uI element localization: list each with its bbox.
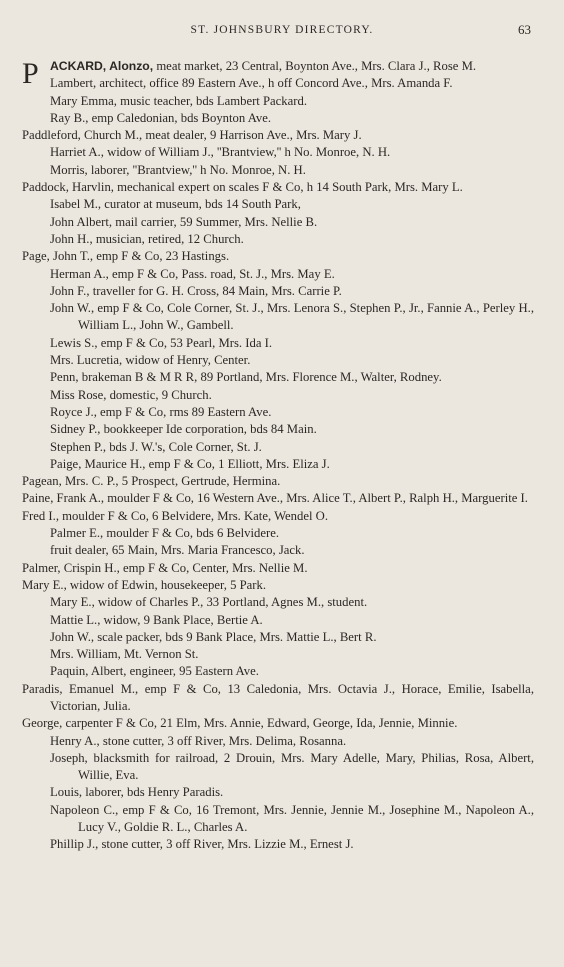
entry: Harriet A., widow of William J., ''Brantview,'' h No. Monroe, N. H. [50, 145, 391, 160]
entry: Mrs. Lucretia, widow of Henry, Center. [50, 353, 251, 368]
directory-entries [22, 58, 534, 854]
entry: Paine, Frank A., moulder F & Co, 16 Western Ave., Mrs. Alice T., Albert P., Ralph H., Marguerite I. [22, 491, 528, 506]
entry: Joseph, blacksmith for railroad, 2 Drouin, Mrs. Mary Adelle, Mary, Philias, Rosa, Albert, Willie, Eva. [50, 750, 534, 783]
entry: Herman A., emp F & Co, Pass. road, St. J., Mrs. May E. [50, 266, 335, 281]
entry-text: meat market, 23 Central, Boynton Ave., Mrs. Clara J., Rose M. [153, 59, 477, 73]
entry: Royce J., emp F & Co, rms 89 Eastern Ave. [50, 404, 272, 419]
entry: Lewis S., emp F & Co, 53 Pearl, Mrs. Ida I. [50, 335, 273, 350]
entry: Isabel M., curator at museum, bds 14 South Park, [50, 197, 301, 212]
entry: John W., scale packer, bds 9 Bank Place, Mrs. Mattie L., Bert R. [50, 629, 377, 644]
entry: Pagean, Mrs. C. P., 5 Prospect, Gertrude, Hermina. [22, 474, 281, 489]
entry: Penn, brakeman B & M R R, 89 Portland, Mrs. Florence M., Walter, Rodney. [50, 370, 442, 385]
entry: Louis, laborer, bds Henry Paradis. [50, 785, 224, 800]
entry: John W., emp F & Co, Cole Corner, St. J., Mrs. Lenora S., Stephen P., Jr., Fannie A., Perley H., William L., John W., Gambell. [50, 301, 534, 333]
entry: Mary E., widow of Charles P., 33 Portland, Agnes M., student. [50, 595, 368, 610]
entry: John H., musician, retired, 12 Church. [50, 231, 244, 246]
entry: Palmer E., moulder F & Co, bds 6 Belvidere. [50, 526, 280, 541]
entry: Mrs. William, Mt. Vernon St. [50, 647, 199, 662]
entry: George, carpenter F & Co, 21 Elm, Mrs. Annie, Edward, George, Ida, Jennie, Minnie. [22, 716, 458, 731]
page-number: 63 [518, 22, 531, 37]
entry: fruit dealer, 65 Main, Mrs. Maria Francesco, Jack. [50, 543, 305, 558]
page-header-title: ST. JOHNSBURY DIRECTORY. [190, 24, 374, 36]
entry: Paddock, Harvlin, mechanical expert on scales F & Co, h 14 South Park, Mrs. Mary L. [22, 180, 463, 195]
entry: Miss Rose, domestic, 9 Church. [50, 387, 212, 402]
entry: Page, John T., emp F & Co, 23 Hastings. [22, 249, 230, 264]
entry: Sidney P., bookkeeper Ide corporation, bds 84 Main. [50, 422, 317, 437]
entry: Mary Emma, music teacher, bds Lambert Packard. [50, 93, 308, 108]
entry: Fred I., moulder F & Co, 6 Belvidere, Mrs. Kate, Wendel O. [22, 508, 329, 523]
entry: Morris, laborer, ''Brantview,'' h No. Monroe, N. H. [50, 162, 306, 177]
entry: Napoleon C., emp F & Co, 16 Tremont, Mrs. Jennie, Jennie M., Josephine M., Napoleon A., Lucy V., Goldie R. L., Charles A. [50, 802, 534, 835]
entry: Paige, Maurice H., emp F & Co, 1 Elliott, Mrs. Eliza J. [50, 456, 330, 471]
entry: Mattie L., widow, 9 Bank Place, Bertie A. [50, 612, 263, 627]
entry-surname-bold: ACKARD, Alonzo, [50, 59, 154, 73]
entry: Mary E., widow of Edwin, housekeeper, 5 Park. [22, 577, 267, 592]
entry: Paquin, Albert, engineer, 95 Eastern Ave. [50, 664, 259, 679]
entry: Paradis, Emanuel M., emp F & Co, 13 Caledonia, Mrs. Octavia J., Horace, Emilie, Isabella, Victorian, Julia. [22, 681, 534, 713]
running-header [0, 22, 564, 40]
entry: Lambert, architect, office 89 Eastern Ave., h off Concord Ave., Mrs. Amanda F. [50, 76, 453, 91]
entry: John F., traveller for G. H. Cross, 84 Main, Mrs. Carrie P. [50, 283, 342, 298]
entry: Stephen P., bds J. W.'s, Cole Corner, St. J. [50, 439, 262, 454]
entry-text: Palmer, Crispin H., emp F & Co, Center, Mrs. Nellie M. [22, 560, 308, 575]
entry: John Albert, mail carrier, 59 Summer, Mrs. Nellie B. [50, 214, 318, 229]
entry: Paddleford, Church M., meat dealer, 9 Harrison Ave., Mrs. Mary J. [22, 128, 362, 143]
entry [22, 560, 534, 577]
drop-cap: P [22, 57, 39, 90]
entry: Ray B., emp Caledonian, bds Boynton Ave. [50, 110, 272, 125]
entry: Henry A., stone cutter, 3 off River, Mrs. Delima, Rosanna. [50, 733, 347, 748]
entry: Phillip J., stone cutter, 3 off River, Mrs. Lizzie M., Ernest J. [50, 837, 354, 852]
